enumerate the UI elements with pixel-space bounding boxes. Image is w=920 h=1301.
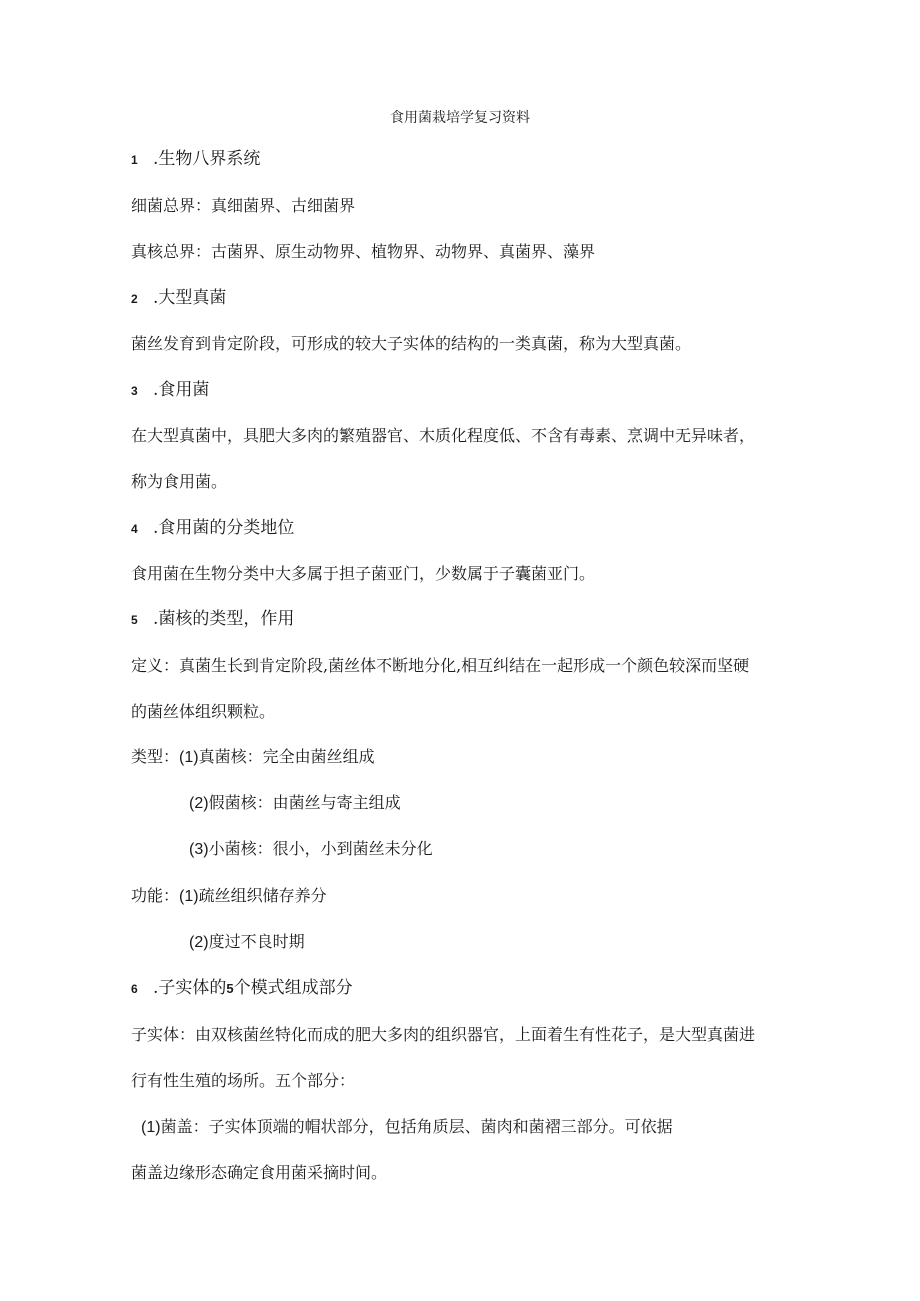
section-number: 3 — [131, 384, 138, 398]
section-5-heading — [131, 608, 294, 631]
part-line — [141, 1116, 673, 1139]
list-number: (3) — [189, 841, 209, 858]
paragraph-line: 称为食用菌。 — [131, 472, 228, 491]
section-number: 6 — [131, 982, 138, 996]
paragraph-line: 行有性生殖的场所。五个部分： — [131, 1071, 356, 1090]
paragraph-line: 真核总界：古菌界、原生动物界、植物界、动物界、真菌界、藻界 — [131, 242, 596, 261]
section-number: 5 — [131, 613, 138, 627]
section-number: 4 — [131, 522, 138, 536]
list-number: (1) — [141, 1119, 161, 1136]
paragraph-line: 子实体：由双核菌丝特化而成的肥大多肉的组织器官，上面着生有性花子，是大型真菌进 — [131, 1025, 756, 1044]
section-title-number: 5 — [226, 981, 234, 996]
list-text: 疏丝组织储存养分 — [198, 886, 327, 905]
section-4-heading — [131, 517, 294, 540]
section-2-heading — [131, 287, 226, 310]
function-line — [131, 885, 327, 908]
list-text: 假菌核：由菌丝与寄主组成 — [208, 793, 401, 812]
paragraph-line: 菌丝发育到肯定阶段，可形成的较大子实体的结构的一类真菌，称为大型真菌。 — [131, 334, 692, 353]
list-number: (1) — [179, 888, 199, 905]
types-line — [189, 838, 433, 861]
section-title: .生物八界系统 — [153, 149, 261, 169]
list-number: (2) — [189, 934, 209, 951]
paragraph-line: 的菌丝体组织颗粒。 — [131, 702, 276, 721]
types-label: 类型： — [131, 747, 180, 766]
paragraph-line: 食用菌在生物分类中大多属于担子菌亚门，少数属于子囊菌亚门。 — [131, 564, 596, 583]
document-title: 食用菌栽培学复习资料 — [390, 110, 530, 126]
types-line — [189, 792, 401, 815]
list-text: 小菌核：很小，小到菌丝未分化 — [208, 839, 433, 858]
section-number: 2 — [131, 292, 138, 306]
section-title: .食用菌 — [153, 380, 210, 400]
section-title: .食用菌的分类地位 — [153, 518, 295, 538]
paragraph-line: 细菌总界：真细菌界、古细菌界 — [131, 196, 356, 215]
section-title: .子实体的 — [153, 978, 227, 998]
types-line — [131, 746, 375, 769]
section-3-heading — [131, 379, 209, 402]
section-1-heading — [131, 148, 260, 171]
list-number: (2) — [189, 795, 209, 812]
list-text: 度过不良时期 — [208, 932, 305, 951]
section-number: 1 — [131, 153, 138, 167]
section-title: .大型真菌 — [153, 288, 227, 308]
section-title: .菌核的类型，作用 — [153, 609, 295, 629]
paragraph-line: 定义：真菌生长到肯定阶段,菌丝体不断地分化,相互纠结在一起形成一个颜色较深而坚硬 — [131, 656, 750, 675]
list-text: 真菌核：完全由菌丝组成 — [198, 747, 375, 766]
paragraph-line: 菌盖边缘形态确定食用菌采摘时间。 — [131, 1163, 388, 1182]
function-line — [189, 931, 305, 954]
paragraph-line: 在大型真菌中，具肥大多肉的繁殖器官、木质化程度低、不含有毒素、烹调中无异味者， — [131, 426, 756, 445]
list-text: 菌盖：子实体顶端的帽状部分，包括角质层、菌肉和菌褶三部分。可依据 — [160, 1117, 673, 1136]
function-label: 功能： — [131, 886, 180, 905]
section-6-heading — [131, 977, 353, 1000]
list-number: (1) — [179, 749, 199, 766]
section-title: 个模式组成部分 — [233, 978, 353, 998]
